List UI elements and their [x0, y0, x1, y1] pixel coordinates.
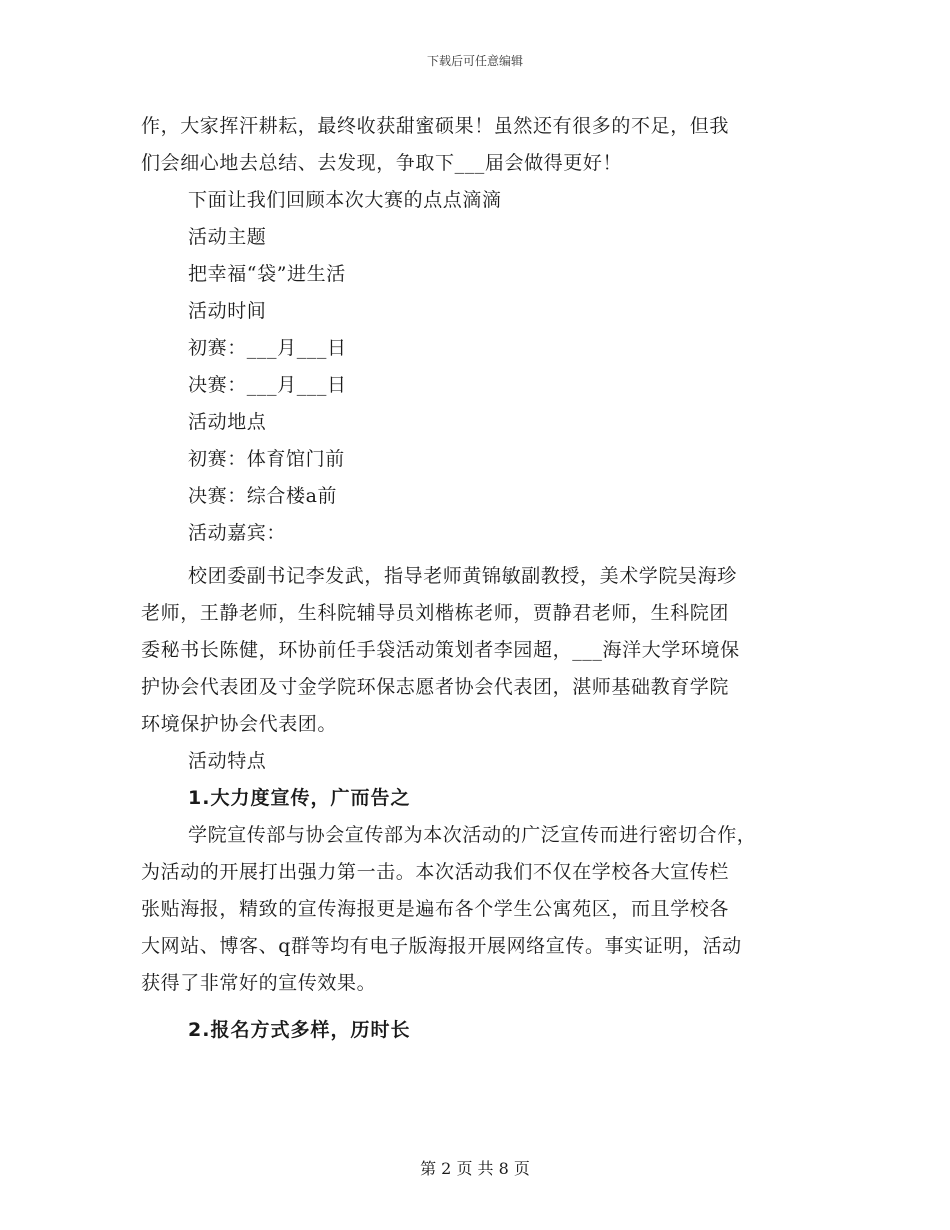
final-location: 决赛：综合楼a前 [188, 485, 338, 507]
paragraph-line: 环境保护协会代表团。 [141, 713, 338, 735]
paragraph-line: 张贴海报，精致的宣传海报更是遍布各个学生公寓苑区，而且学校各 [141, 898, 730, 920]
paragraph-line: 老师，王静老师，生科院辅导员刘楷栋老师，贾静君老师，生科院团 [141, 602, 730, 624]
feature-heading-1: 1.大力度宣传，广而告之 [188, 787, 411, 809]
paragraph-line: 下面让我们回顾本次大赛的点点滴滴 [188, 189, 502, 211]
paragraph-line: 大网站、博客、q群等均有电子版海报开展网络宣传。事实证明，活动 [141, 935, 742, 957]
section-label-time: 活动时间 [188, 300, 267, 322]
document-body [141, 108, 811, 1049]
paragraph-line: 获得了非常好的宣传效果。 [141, 972, 377, 994]
paragraph-line: 们会细心地去总结、去发现，争取下___届会做得更好！ [141, 152, 623, 174]
paragraph-line: 护协会代表团及寸金学院环保志愿者协会代表团，湛师基础教育学院 [141, 676, 730, 698]
paragraph-line: 为活动的开展打出强力第一击。本次活动我们不仅在学校各大宣传栏 [141, 861, 730, 883]
section-label-guests: 活动嘉宾： [188, 522, 287, 544]
prelim-location: 初赛：体育馆门前 [188, 448, 345, 470]
page-footer: 第 2 页 共 8 页 [420, 1159, 530, 1178]
final-date: 决赛：___月___日 [188, 374, 347, 396]
theme-text: 把幸福“袋”进生活 [188, 263, 346, 285]
section-label-location: 活动地点 [188, 411, 267, 433]
page-header: 下载后可任意编辑 [426, 54, 523, 68]
section-label-features: 活动特点 [188, 750, 267, 772]
paragraph-line: 作，大家挥汗耕耘，最终收获甜蜜硕果！虽然还有很多的不足，但我 [141, 115, 730, 137]
paragraph-line: 委秘书长陈健，环协前任手袋活动策划者李园超，___海洋大学环境保 [141, 639, 740, 661]
feature-heading-2: 2.报名方式多样，历时长 [188, 1019, 411, 1041]
section-label-theme: 活动主题 [188, 226, 267, 248]
prelim-date: 初赛：___月___日 [188, 337, 347, 359]
paragraph-line: 校团委副书记李发武，指导老师黄锦敏副教授，美术学院吴海珍 [188, 565, 737, 587]
paragraph-line: 学院宣传部与协会宣传部为本次活动的广泛宣传而进行密切合作， [188, 824, 757, 846]
